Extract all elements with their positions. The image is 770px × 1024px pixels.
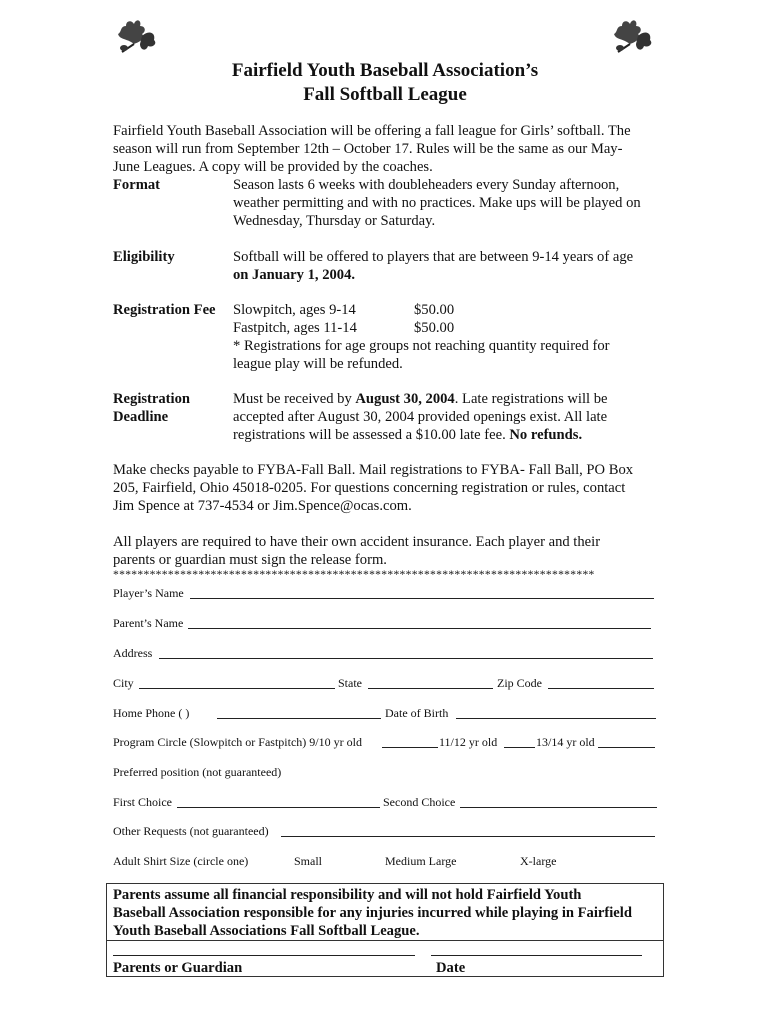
eligibility-text: Softball will be offered to players that are between 9-14 years of age <box>233 249 634 265</box>
state-field[interactable] <box>368 688 493 689</box>
second-choice-label: Second Choice <box>383 795 456 809</box>
zip-field[interactable] <box>548 688 654 689</box>
first-choice-label: First Choice <box>113 795 172 809</box>
program-9-10-field[interactable] <box>382 747 438 748</box>
shirt-size-xlarge[interactable]: X-large <box>520 854 557 868</box>
signature-date-field[interactable] <box>431 955 642 956</box>
deadline-text: registrations will be assessed a $10.00 late fee. No refunds. <box>233 427 583 443</box>
shirt-size-medium-large[interactable]: Medium Large <box>385 854 457 868</box>
page-subtitle: Fall Softball League <box>303 84 467 105</box>
format-label: Format <box>113 177 161 193</box>
dob-field[interactable] <box>456 718 656 719</box>
address-label: Address <box>113 646 153 660</box>
city-field[interactable] <box>139 688 335 689</box>
home-phone-field[interactable] <box>217 718 381 719</box>
fee-note: league play will be refunded. <box>233 356 403 372</box>
oak-leaf-right-icon <box>608 14 656 56</box>
parent-signature-field[interactable] <box>113 955 415 956</box>
deadline-label: Registration <box>113 391 191 407</box>
fee-fastpitch-price: $50.00 <box>414 320 455 336</box>
program-11-12-label: 11/12 yr old <box>439 735 498 749</box>
shirt-size-label: Adult Shirt Size (circle one) <box>113 854 249 868</box>
address-field[interactable] <box>159 658 653 659</box>
program-label: Program Circle (Slowpitch or Fastpitch) 9/10 yr old <box>113 735 362 749</box>
format-text: Wednesday, Thursday or Saturday. <box>233 213 436 229</box>
registration-fee-label: Registration Fee <box>113 302 216 318</box>
payment-text: Make checks payable to FYBA-Fall Ball. Mail registrations to FYBA- Fall Ball, PO Box <box>113 462 634 478</box>
dob-label: Date of Birth <box>385 706 449 720</box>
other-requests-field[interactable] <box>281 836 655 837</box>
player-name-field[interactable] <box>190 598 654 599</box>
fee-slowpitch-price: $50.00 <box>414 302 455 318</box>
zip-label: Zip Code <box>497 676 542 690</box>
release-text: Youth Baseball Associations Fall Softball League. <box>113 923 420 939</box>
eligibility-date: on January 1, 2004. <box>233 267 356 283</box>
release-divider <box>107 940 663 941</box>
deadline-text: accepted after August 30, 2004 provided openings exist. All late <box>233 409 608 425</box>
format-text: Season lasts 6 weeks with doubleheaders every Sunday afternoon, <box>233 177 620 193</box>
intro-line: June Leagues. A copy will be provided by the coaches. <box>113 159 433 175</box>
shirt-size-small[interactable]: Small <box>294 854 323 868</box>
first-choice-field[interactable] <box>177 807 380 808</box>
payment-text: 205, Fairfield, Ohio 45018-0205. For questions concerning registration or rules, contact <box>113 480 626 496</box>
format-text: weather permitting and with no practices. Make ups will be played on <box>233 195 641 211</box>
program-11-12-field[interactable] <box>504 747 535 748</box>
signature-date-label: Date <box>436 960 466 976</box>
player-name-label: Player’s Name <box>113 586 184 600</box>
state-label: State <box>338 676 362 690</box>
home-phone-label: Home Phone ( ) <box>113 706 190 720</box>
oak-leaf-left-icon <box>112 14 160 56</box>
second-choice-field[interactable] <box>460 807 657 808</box>
city-label: City <box>113 676 134 690</box>
intro-line: season will run from September 12th – October 17. Rules will be the same as our May- <box>113 141 623 157</box>
page-title: Fairfield Youth Baseball Association’s <box>231 60 539 81</box>
payment-text: Jim Spence at 737-4534 or Jim.Spence@ocas.com. <box>113 498 412 514</box>
parent-name-label: Parent’s Name <box>113 616 184 630</box>
parent-name-field[interactable] <box>188 628 651 629</box>
other-requests-label: Other Requests (not guaranteed) <box>113 824 269 838</box>
fee-slowpitch-name: Slowpitch, ages 9-14 <box>233 302 356 318</box>
insurance-text: parents or guardian must sign the release form. <box>113 552 387 568</box>
program-13-14-field[interactable] <box>598 747 655 748</box>
separator: ******************************************************************************* <box>113 568 595 581</box>
release-text: Parents assume all financial responsibility and will not hold Fairfield Youth <box>113 887 582 903</box>
fee-note: * Registrations for age groups not reaching quantity required for <box>233 338 610 354</box>
release-text: Baseball Association responsible for any injuries incurred while playing in Fairfield <box>113 905 632 921</box>
eligibility-label: Eligibility <box>113 249 175 265</box>
deadline-label: Deadline <box>113 409 169 425</box>
deadline-text: Must be received by August 30, 2004. Late registrations will be <box>233 391 608 407</box>
insurance-text: All players are required to have their own accident insurance. Each player and their <box>113 534 601 550</box>
preferred-position-label: Preferred position (not guaranteed) <box>113 765 282 779</box>
parent-signature-label: Parents or Guardian <box>113 960 243 976</box>
intro-line: Fairfield Youth Baseball Association will be offering a fall league for Girls’ softball. The <box>113 123 631 139</box>
fee-fastpitch-name: Fastpitch, ages 11-14 <box>233 320 357 336</box>
program-13-14-label: 13/14 yr old <box>536 735 595 749</box>
